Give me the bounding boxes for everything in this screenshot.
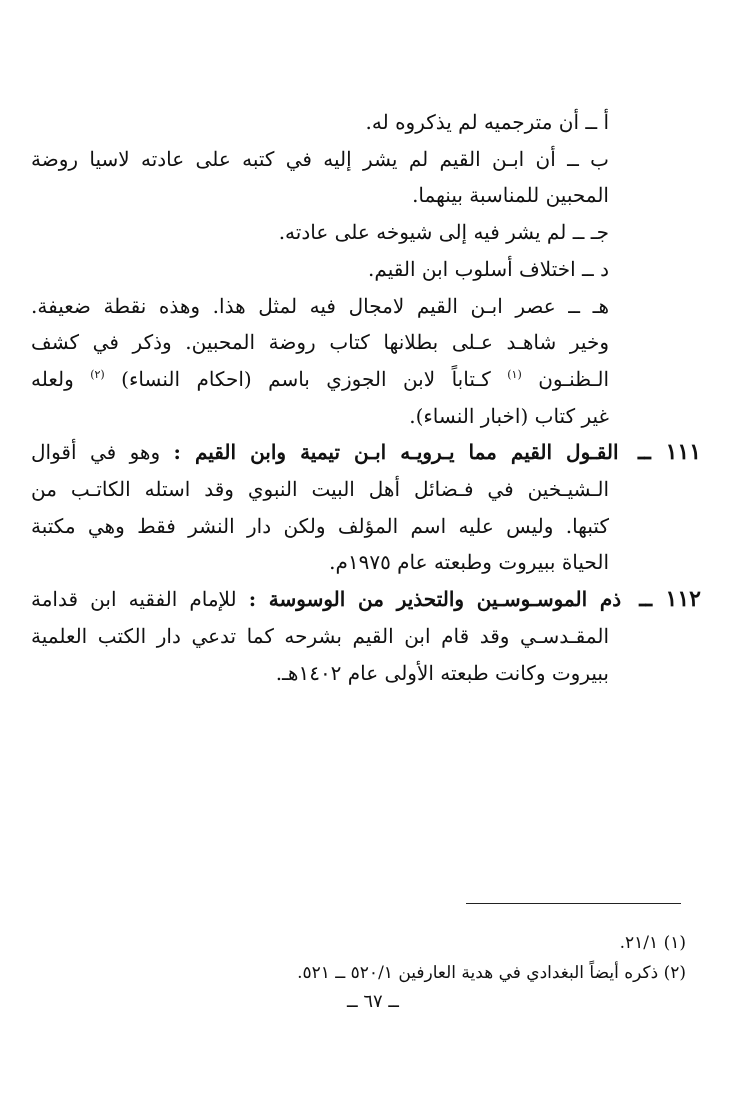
ibn-jawzi-text: كـتاباً لابن الجوزي باسم (احكام النساء) xyxy=(121,366,491,391)
point-e-line-4: غير كتاب (اخبار النساء). xyxy=(409,403,609,428)
main-text xyxy=(31,104,701,691)
page-number: ــ ٦٧ ــ xyxy=(347,991,399,1012)
entry-111-title: القـول القيم مما يـرويـه ابـن تيمية وابن القيم : xyxy=(173,440,619,465)
footnote-1 xyxy=(66,928,686,958)
entry-111-line-4: الحياة ببيروت وطبعته عام ١٩٧٥م. xyxy=(329,550,609,575)
footnote-2 xyxy=(66,958,686,988)
entry-111-text: وهو في أقوال xyxy=(31,440,161,465)
entry-111-heading xyxy=(31,434,701,471)
entry-112-line-3: ببيروت وكانت طبعته الأولى عام ١٤٠٢هـ. xyxy=(275,660,609,685)
footnote-2-marker: (٢) xyxy=(663,963,686,983)
footnote-separator xyxy=(466,903,681,904)
point-d: د ــ اختلاف أسلوب ابن القيم. xyxy=(368,256,609,281)
point-e: هـ ــ عصر ابـن القيم لامجال فيه لمثل هذا. وهذه نقطة ضعيفة. xyxy=(31,293,609,318)
footnote-ref-2: (٢) xyxy=(90,367,105,381)
entry-112-line-2: المقـدسـي وقد قام ابن القيم بشرحه كما تدعي دار الكتب العلمية xyxy=(31,623,609,648)
walaallahu-text: ولعله xyxy=(31,366,74,391)
footnotes xyxy=(66,928,686,988)
footnote-2-text: ذكره أيضاً البغدادي في هدية العارفين ٥٢٠/١ ــ ٥٢١. xyxy=(297,963,659,983)
entry-112-title: ذم الموسـوسـين والتحذير من الوسوسة : xyxy=(248,587,622,612)
entry-number-111: ١١١ ــ xyxy=(637,439,702,466)
point-b: ب ــ أن ابـن القيم لم يشر إليه في كتبه على عادته لاسيا روضة xyxy=(31,146,609,171)
entry-112-heading xyxy=(31,581,701,618)
footnote-ref-1: (١) xyxy=(507,367,522,381)
entry-number-112: ١١٢ ــ xyxy=(639,586,701,613)
point-a: أ ــ أن مترجميه لم يذكروه له. xyxy=(365,110,609,134)
point-c: جـ ــ لم يشر فيه إلى شيوخه على عادته. xyxy=(278,220,609,245)
footnote-1-marker: (١) xyxy=(663,933,686,953)
entry-112-text: للإمام الفقيه ابن قدامة xyxy=(31,587,237,612)
point-e-line-3 xyxy=(31,361,701,398)
point-e-line-2: وخير شاهـد عـلى بطلانها كتاب روضة المحبين. وذكر في كشف xyxy=(31,330,609,355)
footnote-1-text: ٢١/١. xyxy=(619,933,659,953)
point-b-continued: المحبين للمناسبة بينهما. xyxy=(412,183,609,208)
entry-111-line-3: كتبها. وليس عليه اسم المؤلف ولكن دار النشر فقط وهي مكتبة xyxy=(31,513,609,538)
kashf-text: الـظنـون xyxy=(538,366,610,391)
entry-111-line-2: الـشيـخين في فـضائل أهل البيت النبوي وقد استله الكاتـب من xyxy=(31,477,609,502)
